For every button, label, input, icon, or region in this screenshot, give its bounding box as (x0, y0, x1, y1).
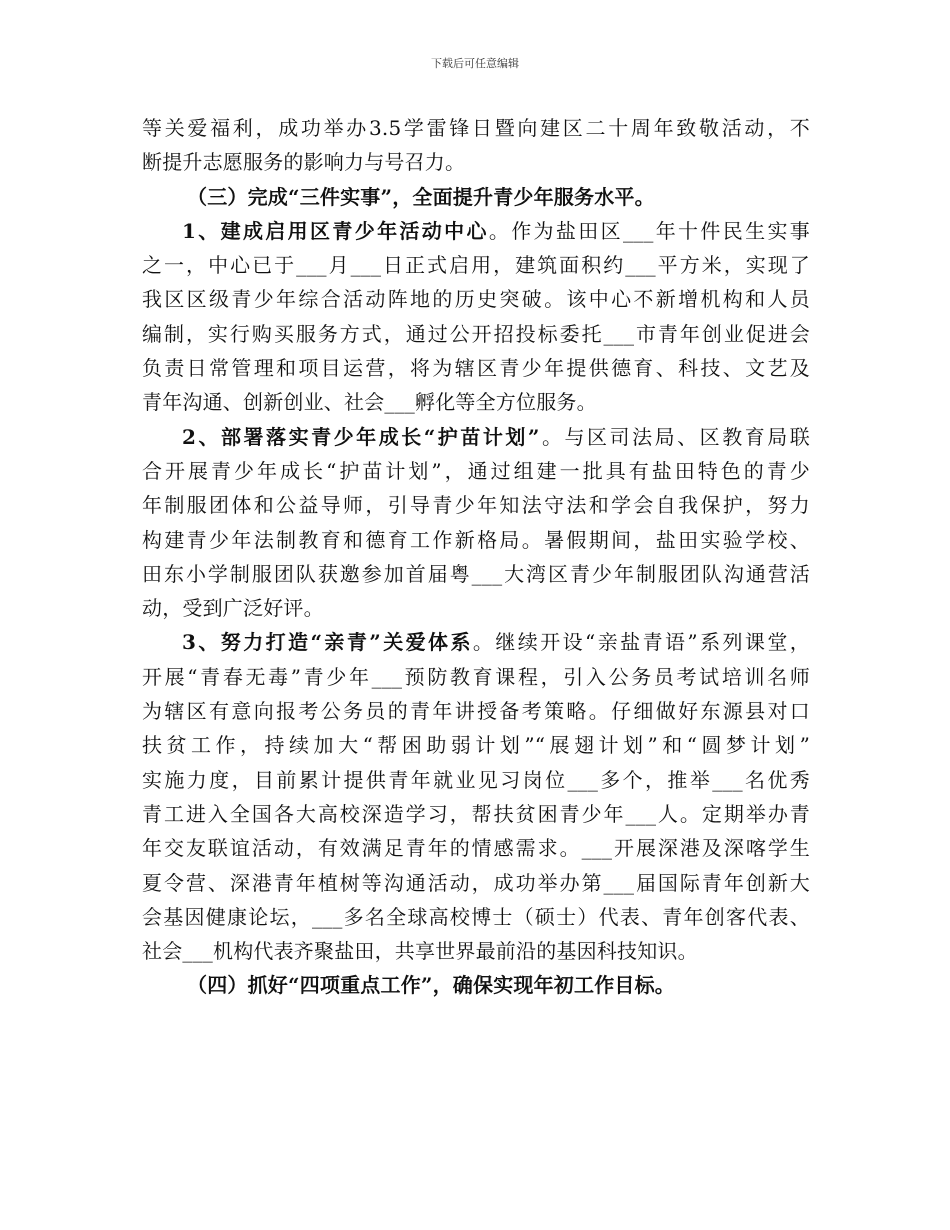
paragraph-line: 夏令营、深港青年植树等沟通活动，成功举办第___届国际青年创新大 (142, 870, 810, 895)
paragraph-line: 断提升志愿服务的影响力与号召力。 (142, 150, 466, 175)
paragraph-line (142, 625, 810, 659)
paragraph-line (142, 214, 810, 248)
item-text: 。与区司法局、区教育局联 (539, 424, 810, 449)
paragraph-line: 负责日常管理和项目运营，将为辖区青少年提供德育、科技、文艺及 (142, 356, 810, 381)
paragraph-line: 青年沟通、创新创业、社会___孵化等全方位服务。 (142, 390, 597, 415)
section-heading-3: （三）完成“三件实事”，全面提升青少年服务水平。 (187, 184, 655, 209)
document-body (142, 111, 810, 1003)
paragraph-line: 实施力度，目前累计提供青年就业见习岗位___多个，推举___名优秀 (142, 767, 810, 792)
paragraph-line: 年交友联谊活动，有效满足青年的情感需求。___开展深港及深喀学生 (142, 836, 810, 861)
section-heading-4: （四）抓好“四项重点工作”，确保实现年初工作目标。 (187, 973, 676, 998)
paragraph-line: 动，受到广泛好评。 (142, 596, 324, 621)
paragraph-line: 年制服团体和公益导师，引导青少年知法守法和学会自我保护，努力 (142, 493, 810, 518)
item-text: 。作为盐田区___年十件民生实事 (488, 218, 811, 243)
paragraph-line: 之一，中心已于___月___日正式启用，建筑面积约___平方米，实现了 (142, 253, 810, 278)
paragraph-line: 社会___机构代表齐聚盐田，共享世界最前沿的基因科技知识。 (142, 939, 698, 964)
item-title-2: 2、部署落实青少年成长“护苗计划” (182, 424, 540, 449)
page-header-note: 下载后可任意编辑 (431, 57, 519, 70)
paragraph-line: 构建青少年法制教育和德育工作新格局。暑假期间，盐田实验学校、 (142, 527, 810, 552)
paragraph-line: 等关爱福利，成功举办3.5学雷锋日暨向建区二十周年致敬活动，不 (142, 116, 810, 140)
paragraph-line: 会基因健康论坛，___多名全球高校博士（硕士）代表、青年创客代表、 (142, 904, 810, 929)
paragraph-line: 合开展青少年成长“护苗计划”，通过组建一批具有盐田特色的青少 (142, 458, 810, 483)
paragraph-line (142, 420, 810, 454)
item-title-1: 1、建成启用区青少年活动中心 (182, 218, 489, 243)
paragraph-line: 编制，实行购买服务方式，通过公开招投标委托___市青年创业促进会 (142, 321, 810, 346)
item-text: 。继续开设“亲盐青语”系列课堂， (472, 630, 810, 655)
paragraph-line: 我区区级青少年综合活动阵地的历史突破。该中心不新增机构和人员 (142, 287, 810, 312)
paragraph-line: 为辖区有意向报考公务员的青年讲授备考策略。仔细做好东源县对口 (142, 699, 810, 724)
paragraph-line: 开展“青春无毒”青少年___预防教育课程，引入公务员考试培训名师 (142, 664, 810, 689)
paragraph-line: 田东小学制服团队获邀参加首届粤___大湾区青少年制服团队沟通营活 (142, 561, 810, 586)
paragraph-line: 青工进入全国各大高校深造学习，帮扶贫困青少年___人。定期举办青 (142, 801, 810, 826)
item-title-3: 3、努力打造“亲青”关爱体系 (182, 630, 473, 655)
paragraph-line: 扶贫工作，持续加大“帮困助弱计划”“展翅计划”和“圆梦计划” (142, 733, 810, 758)
